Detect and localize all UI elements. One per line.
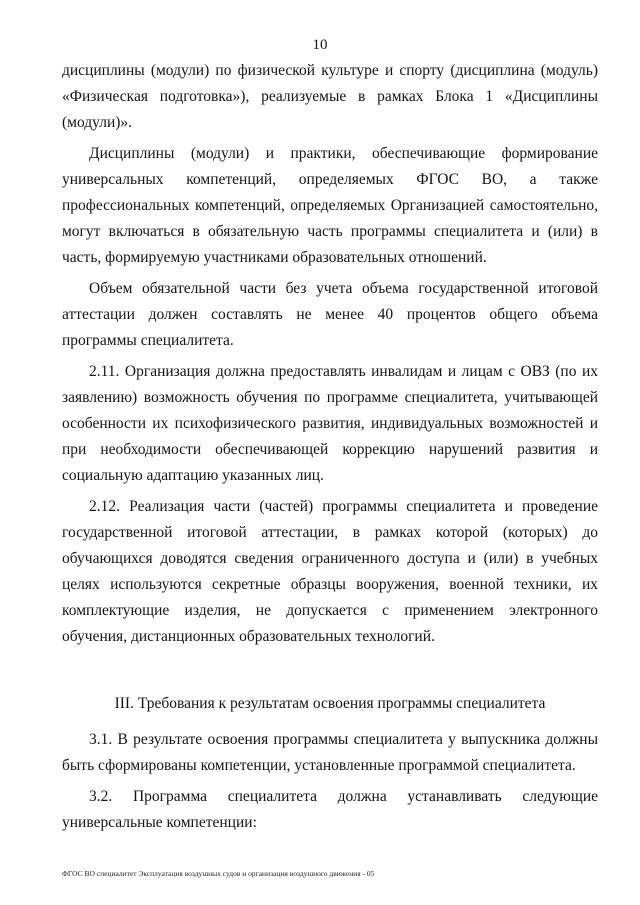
paragraph-3-2: 3.2. Программа специалитета должна устанавливать следующие универсальные компетенции: — [62, 788, 598, 831]
paragraph-mandatory-part-volume: Объем обязательной части без учета объема государственной итоговой аттестации должен составлять не менее 40 процентов общего объема программы специалитета. — [62, 280, 598, 349]
paragraph-3-1: 3.1. В результате освоения программы специалитета у выпускника должны быть сформированы компетенции, установленные программой специалитета. — [62, 731, 598, 774]
paragraph-2-11: 2.11. Организация должна предоставлять инвалидам и лицам с ОВЗ (по их заявлению) возможность обучения по программе специалитета, учитывающей особенности их психофизического развития, индивидуальных возможностей и при необходимости обеспечивающей коррекцию нарушений развития и социальную адаптацию указанных лиц. — [62, 363, 598, 484]
section-heading: III. Требования к результатам освоения программы специалитета — [114, 695, 546, 712]
page-footer: ФГОС ВО специалитет Эксплуатация воздушных судов и организация воздушного движения - 05 — [62, 869, 375, 878]
paragraph-2-12: 2.12. Реализация части (частей) программы специалитета и проведение государственной итоговой аттестации, в рамках которой (которых) до обучающихся доводятся сведения ограниченного доступа и (или) в учебных целях используются секретные образцы вооружения, военной техники, их комплектующие изделия, не допускается с применением электронного обучения, дистанционных образовательных технологий. — [62, 498, 598, 645]
paragraph-disciplines-modules: Дисциплины (модули) и практики, обеспечивающие формирование универсальных компетенций, определяемых ФГОС ВО, а также профессиональных компетенций, определяемых Организацией самостоятельно, могут включаться в обязательную часть программы специалитета и (или) в часть, формируемую участниками образовательных отношений. — [62, 145, 598, 266]
body-text — [62, 58, 598, 836]
paragraph-continuation: дисциплины (модули) по физической культуре и спорту (дисциплина (модуль) «Физическая подготовка»), реализуемые в рамках Блока 1 «Дисциплины (модули)». — [62, 62, 598, 131]
page-number: 10 — [312, 37, 328, 53]
